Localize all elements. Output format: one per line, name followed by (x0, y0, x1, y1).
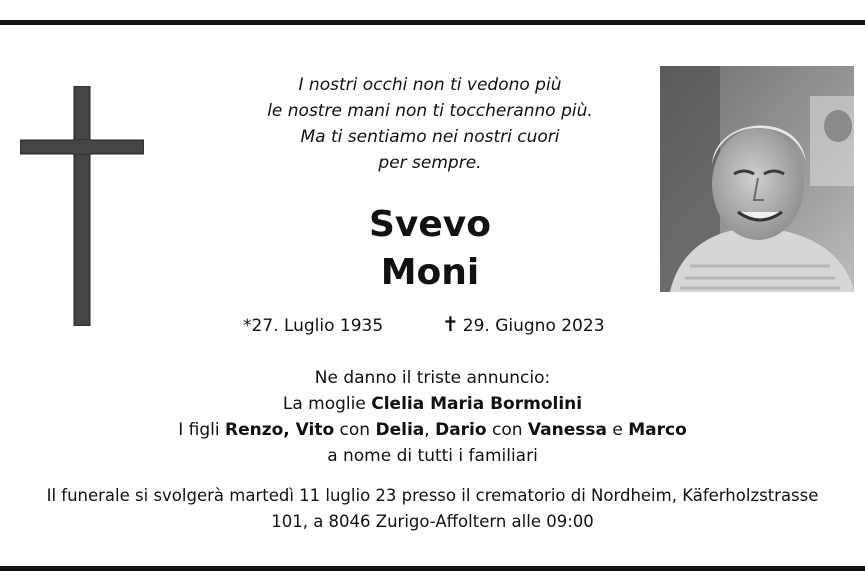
portrait-photo (660, 66, 854, 292)
death-date: 29. Giugno 2023 (462, 316, 605, 336)
poem-line-4: per sempre. (378, 153, 482, 173)
connector-and: e (606, 420, 629, 440)
birth-date: *27. Luglio 1935 (243, 316, 384, 336)
top-border-rule (0, 20, 865, 25)
dagger-icon: ✝ (442, 312, 459, 336)
child-name-2: Dario (435, 420, 487, 440)
wife-name: Clelia Maria Bormolini (371, 394, 583, 414)
deceased-first-name: Svevo (368, 204, 491, 245)
child-name-1: Renzo, Vito (224, 420, 335, 440)
poem-line-2: le nostre mani non ti toccheranno più. (267, 101, 593, 121)
funeral-line-1: Il funerale si svolgerà martedì 11 luglio 23 presso il crematorio di Nordheim, Käferholzstrasse (46, 486, 819, 505)
deceased-last-name: Moni (380, 252, 480, 293)
poem-verse (230, 72, 630, 176)
funeral-info (0, 483, 865, 535)
funeral-line-2: 101, a 8046 Zurigo-Affoltern alle 09:00 (271, 512, 594, 531)
connector-con-1: con (334, 420, 376, 440)
spouse-name-1: Delia (375, 420, 425, 440)
portrait-image (660, 66, 854, 292)
death-date-line (442, 310, 605, 340)
announcement-closing: a nome di tutti i familiari (327, 446, 538, 466)
children-prefix: I figli (178, 420, 225, 440)
wife-line (130, 391, 735, 417)
poem-line-3: Ma ti sentiamo nei nostri cuori (300, 127, 560, 147)
children-line (130, 417, 735, 443)
poem-line-1: I nostri occhi non ti vedono più (298, 75, 562, 95)
cross-icon (20, 86, 144, 326)
spouse-name-2: Vanessa (527, 420, 607, 440)
child-name-3: Marco (628, 420, 687, 440)
wife-prefix: La moglie (282, 394, 372, 414)
announcement-intro: Ne danno il triste annuncio: (314, 368, 551, 388)
bottom-border-rule (0, 566, 865, 571)
separator-comma: , (424, 420, 436, 440)
announcement-block (130, 365, 735, 469)
connector-con-2: con (486, 420, 528, 440)
